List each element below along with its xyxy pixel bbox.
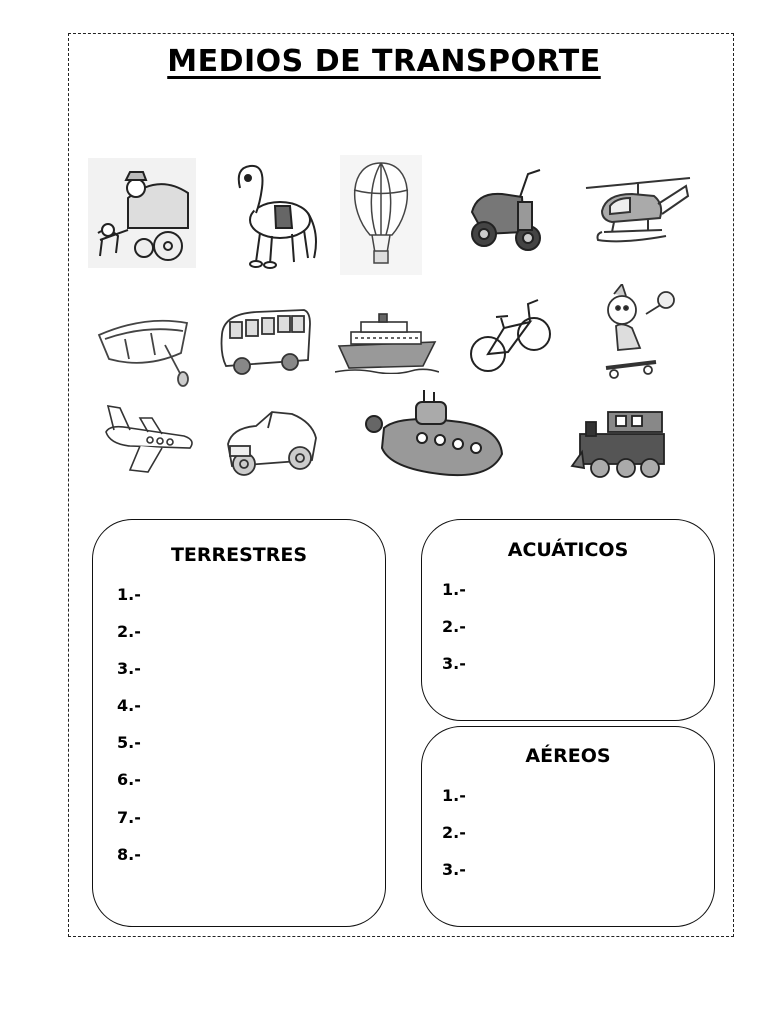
acuaticos-line-2: 2.- <box>442 617 466 636</box>
scooter-icon <box>462 162 548 256</box>
aereos-box <box>421 726 715 927</box>
terrestres-line-8: 8.- <box>117 845 141 864</box>
terrestres-title: TERRESTRES <box>170 544 308 566</box>
aereos-title: AÉREOS <box>525 745 611 767</box>
helicopter-icon <box>582 156 692 248</box>
bus-icon <box>216 304 312 380</box>
acuaticos-title: ACUÁTICOS <box>507 539 629 561</box>
ship-icon <box>335 312 439 374</box>
terrestres-line-6: 6.- <box>117 770 141 789</box>
horse-icon <box>220 158 322 270</box>
acuaticos-box <box>421 519 715 721</box>
aereos-line-1: 1.- <box>442 786 466 805</box>
terrestres-line-7: 7.- <box>117 808 141 827</box>
page-title: MEDIOS DE TRANSPORTE <box>167 44 601 79</box>
acuaticos-line-1: 1.- <box>442 580 466 599</box>
skateboard-kid-icon <box>596 284 682 388</box>
hot-air-balloon-icon <box>340 155 422 275</box>
bicycle-icon <box>468 290 552 384</box>
terrestres-line-2: 2.- <box>117 622 141 641</box>
submarine-icon <box>360 388 506 484</box>
rowboat-icon <box>95 305 195 387</box>
terrestres-line-5: 5.- <box>117 733 141 752</box>
acuaticos-line-3: 3.- <box>442 654 466 673</box>
train-icon <box>570 404 668 486</box>
horse-cart-icon <box>88 158 196 268</box>
aereos-line-3: 3.- <box>442 860 466 879</box>
car-icon <box>222 404 320 480</box>
terrestres-line-4: 4.- <box>117 696 141 715</box>
airplane-icon <box>100 402 198 476</box>
terrestres-line-3: 3.- <box>117 659 141 678</box>
terrestres-line-1: 1.- <box>117 585 141 604</box>
terrestres-box <box>92 519 386 927</box>
aereos-line-2: 2.- <box>442 823 466 842</box>
